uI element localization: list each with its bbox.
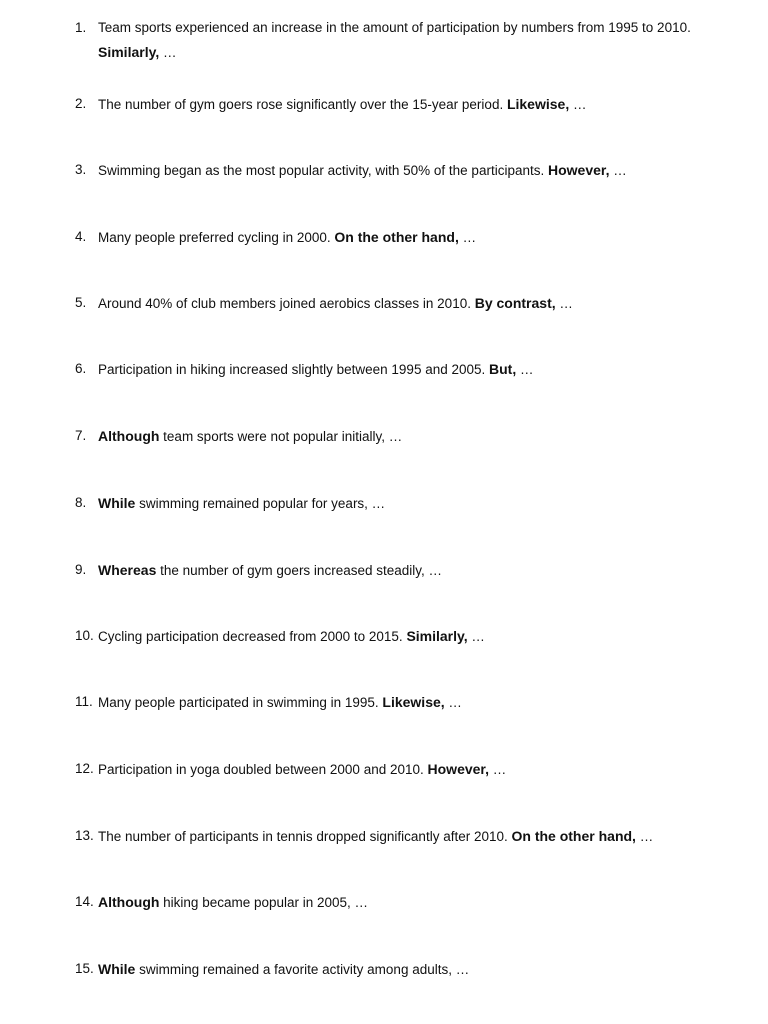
item-number: 8. [75,495,87,510]
connector-word: Similarly, [406,628,468,644]
item-number: 10. [75,628,94,643]
connector-word: By contrast, [474,295,556,311]
connector-word: Similarly, [98,44,160,60]
item-text: Although hiking became popular in 2005, … [98,894,369,910]
list-item [75,757,735,782]
connector-word: However, [427,761,489,777]
list-item [75,824,735,849]
connector-word: Likewise, [382,694,445,710]
list-item [75,957,735,982]
connector-word: But, [489,361,517,377]
item-text: Whereas the number of gym goers increased steadily, … [98,562,442,578]
connector-word: However, [547,162,610,178]
list-item [75,624,735,649]
item-text: While swimming remained a favorite activity among adults, … [98,961,470,977]
item-text: The number of gym goers rose significantly over the 15-year period. Likewise, … [98,96,587,112]
item-text: The number of participants in tennis dropped significantly after 2010. On the other hand, … [98,828,654,844]
item-text: Team sports experienced an increase in the amount of participation by numbers from 1995 to 2010. Similarly, … [98,20,691,60]
list-item [75,558,735,583]
item-text: While swimming remained popular for years, … [98,495,386,511]
connector-word: While [98,961,136,977]
list-item [75,424,735,449]
connector-word: While [98,495,136,511]
item-number: 6. [75,361,87,376]
connector-word: Whereas [98,562,157,578]
item-number: 7. [75,428,87,443]
list-item [75,491,735,516]
list-item [75,291,735,316]
item-text: Although team sports were not popular initially, … [98,428,403,444]
item-number: 11. [75,694,93,709]
connector-word: On the other hand, [511,828,636,844]
item-number: 14. [75,894,94,909]
list-item [75,890,735,915]
connector-word: Although [98,894,160,910]
list-item [75,92,735,117]
item-number: 4. [75,229,87,244]
connector-word: Although [98,428,160,444]
item-number: 13. [75,828,94,843]
item-text: Cycling participation decreased from 2000 to 2015. Similarly, … [98,628,485,644]
item-number: 2. [75,96,87,111]
item-text: Participation in hiking increased slightly between 1995 and 2005. But, … [98,361,534,377]
item-text: Many people preferred cycling in 2000. On the other hand, … [98,229,477,245]
list-item [75,690,735,715]
item-number: 12. [75,761,94,776]
item-text: Many people participated in swimming in 1995. Likewise, … [98,694,462,710]
item-text: Swimming began as the most popular activity, with 50% of the participants. However, … [98,162,627,178]
list-item [75,225,735,250]
connector-word: On the other hand, [334,229,459,245]
item-number: 5. [75,295,87,310]
item-text: Participation in yoga doubled between 2000 and 2010. However, … [98,761,507,777]
list-item [75,16,735,65]
item-number: 9. [75,562,87,577]
connector-word: Likewise, [506,96,570,112]
list-item [75,158,735,183]
item-number: 1. [75,20,87,35]
item-number: 3. [75,162,87,177]
item-text: Around 40% of club members joined aerobics classes in 2010. By contrast, … [98,295,573,311]
item-number: 15. [75,961,94,976]
list-item [75,357,735,382]
